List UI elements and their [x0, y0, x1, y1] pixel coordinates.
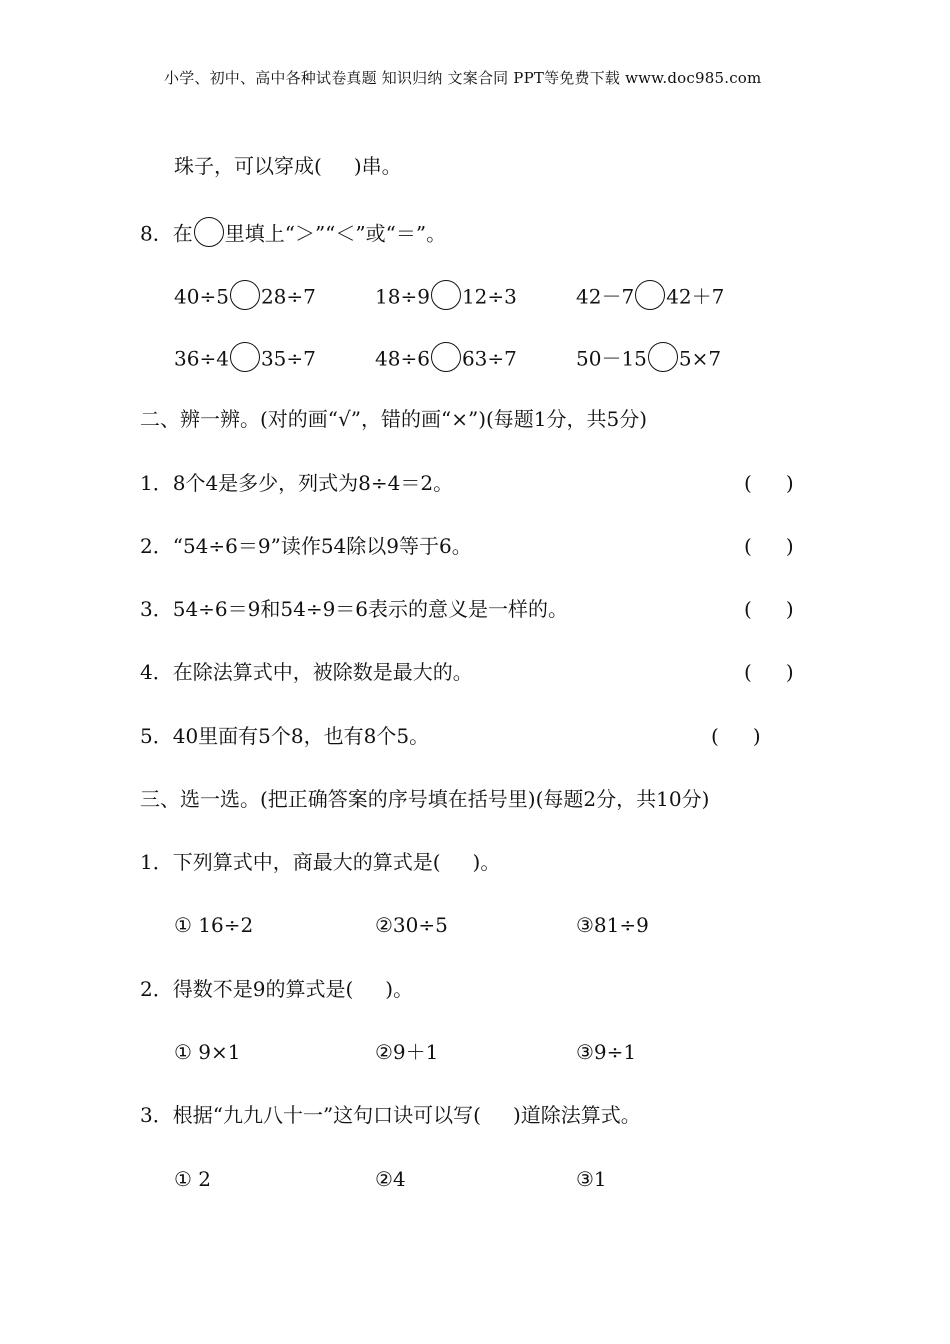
- option-1c: ③81÷9: [576, 913, 649, 937]
- paren-close: ): [785, 534, 794, 558]
- q7-continuation: [174, 156, 402, 176]
- paren-open: (: [744, 660, 752, 684]
- compare-circle[interactable]: [648, 342, 678, 372]
- option-2a: ① 9×1: [174, 1040, 241, 1064]
- judge-item-2: 2．“54÷6＝9”读作54除以9等于6。: [140, 534, 472, 558]
- compare-right: 12÷3: [461, 284, 517, 309]
- choice-question-3: [140, 1105, 641, 1125]
- compare-right: 35÷7: [260, 346, 316, 371]
- answer-parens[interactable]: [744, 599, 794, 619]
- compare-item-4: [174, 345, 316, 375]
- compare-left: 40÷5: [174, 284, 229, 309]
- q8-prompt: [140, 220, 446, 250]
- compare-right: 5×7: [678, 346, 722, 371]
- q7-text-pre: 珠子，可以穿成(: [174, 154, 322, 178]
- judge-item-3: 3．54÷6＝9和54÷9＝6表示的意义是一样的。: [140, 597, 569, 621]
- question-text-post: )。: [472, 850, 501, 874]
- compare-left: 18÷9: [375, 284, 430, 309]
- question-text-pre: 1．下列算式中，商最大的算式是(: [140, 850, 441, 874]
- compare-right: 42＋7: [666, 284, 725, 309]
- paren-close: ): [785, 471, 794, 495]
- compare-left: 42－7: [576, 284, 635, 309]
- page-header: 小学、初中、高中各种试卷真题 知识归纳 文案合同 PPT等免费下载 www.doc985.com: [164, 69, 762, 87]
- compare-circle[interactable]: [431, 280, 461, 310]
- question-text-pre: 3．根据“九九八十一”这句口诀可以写(: [140, 1103, 481, 1127]
- option-1a: ① 16÷2: [174, 913, 254, 937]
- compare-left: 50－15: [576, 346, 647, 371]
- answer-parens[interactable]: [744, 473, 794, 493]
- choice-question-1: [140, 852, 500, 872]
- compare-right: 28÷7: [260, 284, 316, 309]
- paren-open: (: [711, 724, 719, 748]
- judge-item-4: 4．在除法算式中，被除数是最大的。: [140, 660, 473, 684]
- circle-blank-icon: [194, 217, 224, 247]
- judge-item-1: 1．8个4是多少，列式为8÷4＝2。: [140, 471, 454, 495]
- compare-left: 36÷4: [174, 346, 229, 371]
- paren-close: ): [752, 724, 761, 748]
- compare-circle[interactable]: [431, 342, 461, 372]
- question-text-post: )。: [385, 977, 414, 1001]
- paren-open: (: [744, 534, 752, 558]
- section3-title: 三、选一选。(把正确答案的序号填在括号里)(每题2分，共10分): [140, 787, 710, 811]
- q8-text-pre: 在: [172, 221, 193, 246]
- choice-question-2: [140, 979, 413, 999]
- compare-item-6: [576, 345, 721, 375]
- compare-item-5: [375, 345, 517, 375]
- compare-item-1: [174, 283, 316, 313]
- compare-left: 48÷6: [375, 346, 430, 371]
- paren-open: (: [744, 471, 752, 495]
- option-2c: ③9÷1: [576, 1040, 637, 1064]
- q7-text-post: )串。: [353, 154, 402, 178]
- option-3c: ③1: [576, 1167, 607, 1191]
- section2-title: 二、辨一辨。(对的画“√”，错的画“×”)(每题1分，共5分): [140, 407, 648, 431]
- judge-item-5: 5．40里面有5个8，也有8个5。: [140, 724, 430, 748]
- answer-parens[interactable]: [744, 536, 794, 556]
- answer-parens[interactable]: [711, 726, 761, 746]
- option-2b: ②9＋1: [375, 1040, 439, 1064]
- q8-text-post: 里填上“＞”“＜”或“＝”。: [224, 221, 447, 246]
- compare-circle[interactable]: [230, 342, 260, 372]
- paren-close: ): [785, 597, 794, 621]
- question-text-pre: 2．得数不是9的算式是(: [140, 977, 354, 1001]
- option-3a: ① 2: [174, 1167, 212, 1191]
- question-text-post: )道除法算式。: [512, 1103, 641, 1127]
- compare-item-2: [375, 283, 517, 313]
- paren-open: (: [744, 597, 752, 621]
- compare-right: 63÷7: [461, 346, 517, 371]
- question-number: 8．: [140, 221, 173, 246]
- answer-parens[interactable]: [744, 662, 794, 682]
- compare-circle[interactable]: [635, 280, 665, 310]
- option-3b: ②4: [375, 1167, 406, 1191]
- compare-item-3: [576, 283, 724, 313]
- option-1b: ②30÷5: [375, 913, 448, 937]
- paren-close: ): [785, 660, 794, 684]
- compare-circle[interactable]: [230, 280, 260, 310]
